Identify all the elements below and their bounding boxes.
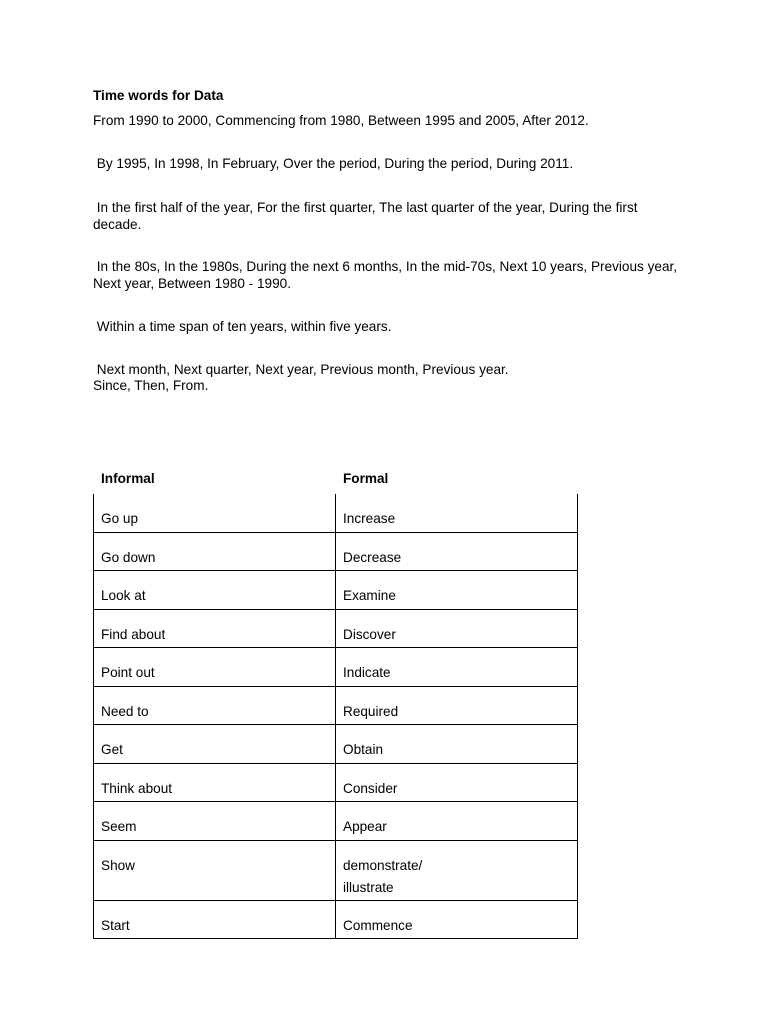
table-row	[94, 648, 578, 687]
formal-cell: Indicate	[336, 648, 578, 687]
table-row	[94, 494, 578, 532]
table-row	[94, 900, 578, 939]
paragraph-time-span: Within a time span of ten years, within five years.	[93, 319, 392, 334]
table-header	[93, 470, 577, 494]
informal-cell: Need to	[94, 686, 336, 725]
table-row	[94, 571, 578, 610]
formal-cell: Commence	[336, 900, 578, 939]
table-row	[94, 763, 578, 802]
formal-cell: Discover	[336, 609, 578, 648]
informal-cell: Look at	[94, 571, 336, 610]
table-row	[94, 609, 578, 648]
formal-cell: Obtain	[336, 725, 578, 764]
paragraph-specific-dates: By 1995, In 1998, In February, Over the period, During the period, During 2011.	[93, 156, 574, 171]
table-row	[94, 532, 578, 571]
paragraph-next-previous: Next month, Next quarter, Next year, Previous month, Previous year.	[93, 362, 509, 377]
table-row	[94, 840, 578, 900]
formal-cell: Increase	[336, 494, 578, 532]
column-header-informal: Informal	[101, 471, 155, 486]
paragraph-connectors: Since, Then, From.	[93, 378, 209, 393]
table-row	[94, 725, 578, 764]
formal-cell: Consider	[336, 763, 578, 802]
informal-cell: Get	[94, 725, 336, 764]
formal-cell: Required	[336, 686, 578, 725]
table-row	[94, 686, 578, 725]
vocabulary-table	[93, 494, 578, 939]
formal-cell: Appear	[336, 802, 578, 841]
paragraph-periods: In the first half of the year, For the first quarter, The last quarter of the year, During the first decade.	[93, 200, 642, 232]
informal-cell: Find about	[94, 609, 336, 648]
vocabulary-table-body	[94, 494, 578, 939]
column-header-formal: Formal	[343, 471, 389, 486]
informal-cell: Point out	[94, 648, 336, 687]
paragraph-decades: In the 80s, In the 1980s, During the next 6 months, In the mid-70s, Next 10 years, Previous year, Next year, Between 1980 - 1990.	[93, 259, 681, 291]
document-heading: Time words for Data	[93, 88, 224, 103]
informal-cell: Seem	[94, 802, 336, 841]
formal-cell: demonstrate/ illustrate	[336, 840, 578, 900]
paragraph-date-ranges: From 1990 to 2000, Commencing from 1980, Between 1995 and 2005, After 2012.	[93, 113, 589, 128]
informal-cell: Show	[94, 840, 336, 900]
informal-cell: Go down	[94, 532, 336, 571]
informal-cell: Think about	[94, 763, 336, 802]
formal-cell: Decrease	[336, 532, 578, 571]
table-row	[94, 802, 578, 841]
informal-cell: Start	[94, 900, 336, 939]
informal-cell: Go up	[94, 494, 336, 532]
formal-cell: Examine	[336, 571, 578, 610]
